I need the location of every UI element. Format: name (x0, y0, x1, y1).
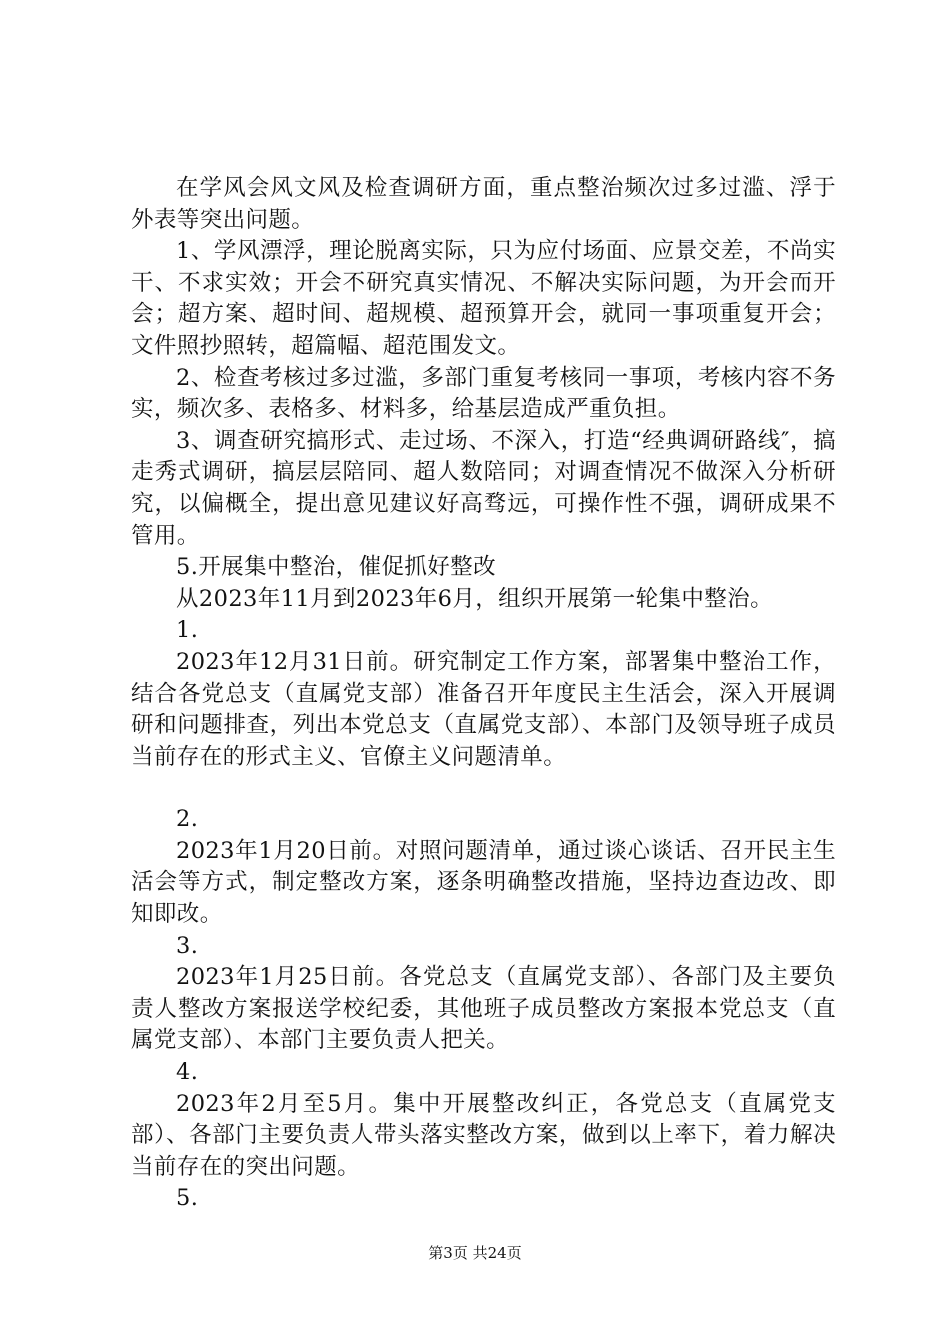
step-text-4: 2023年2月至5月。集中开展整改纠正，各党总支（直属党支部）、各部门主要负责人带头落实整改方案，做到以上率下，着力解决当前存在的突出问题。 (131, 1090, 836, 1180)
step-number-4: 4. (176, 1059, 199, 1086)
page-footer: 第3页 共24页 (428, 1244, 522, 1262)
paragraph-intro: 在学风会风文风及检查调研方面，重点整治频次过多过滥、浮于外表等突出问题。 (131, 175, 836, 233)
section-heading: 5.开展集中整治，催促抓好整改 (176, 554, 496, 581)
step-text-1: 2023年12月31日前。研究制定工作方案，部署集中整治工作，结合各党总支（直属党支部）准备召开年度民主生活会，深入开展调研和问题排查，列出本党总支（直属党支部）、本部门及领导班子成员当前存在的形式主义、官僚主义问题清单。 (131, 648, 836, 770)
document-body (131, 173, 836, 1215)
step-number-1: 1. (176, 617, 199, 644)
paragraph-item-1: 1、学风漂浮，理论脱离实际，只为应付场面、应景交差，不尚实干、不求实效；开会不研究真实情况、不解决实际问题，为开会而开会；超方案、超时间、超规模、超预算开会，就同一事项重复开会；文件照抄照转，超篇幅、超范围发文。 (131, 238, 836, 359)
step-text-3: 2023年1月25日前。各党总支（直属党支部）、各部门及主要负责人整改方案报送学校纪委，其他班子成员整改方案报本党总支（直属党支部）、本部门主要负责人把关。 (131, 964, 836, 1054)
step-number-2: 2. (176, 806, 199, 833)
step-number-3: 3. (176, 932, 199, 959)
step-text-2: 2023年1月20日前。对照问题清单，通过谈心谈话、召开民主生活会等方式，制定整改方案，逐条明确整改措施，坚持边查边改、即知即改。 (131, 837, 836, 928)
step-number-5: 5. (176, 1185, 199, 1212)
paragraph-item-2: 2、检查考核过多过滥，多部门重复考核同一事项，考核内容不务实，频次多、表格多、材料多，给基层造成严重负担。 (131, 364, 836, 423)
paragraph-schedule: 从2023年11月到2023年6月，组织开展第一轮集中整治。 (176, 585, 773, 612)
paragraph-item-3: 3、调查研究搞形式、走过场、不深入，打造“经典调研路线″，搞走秀式调研，搞层层陪同、超人数陪同；对调查情况不做深入分析研究，以偏概全，提出意见建议好高骛远，可操作性不强，调研成果不管用。 (131, 427, 836, 549)
